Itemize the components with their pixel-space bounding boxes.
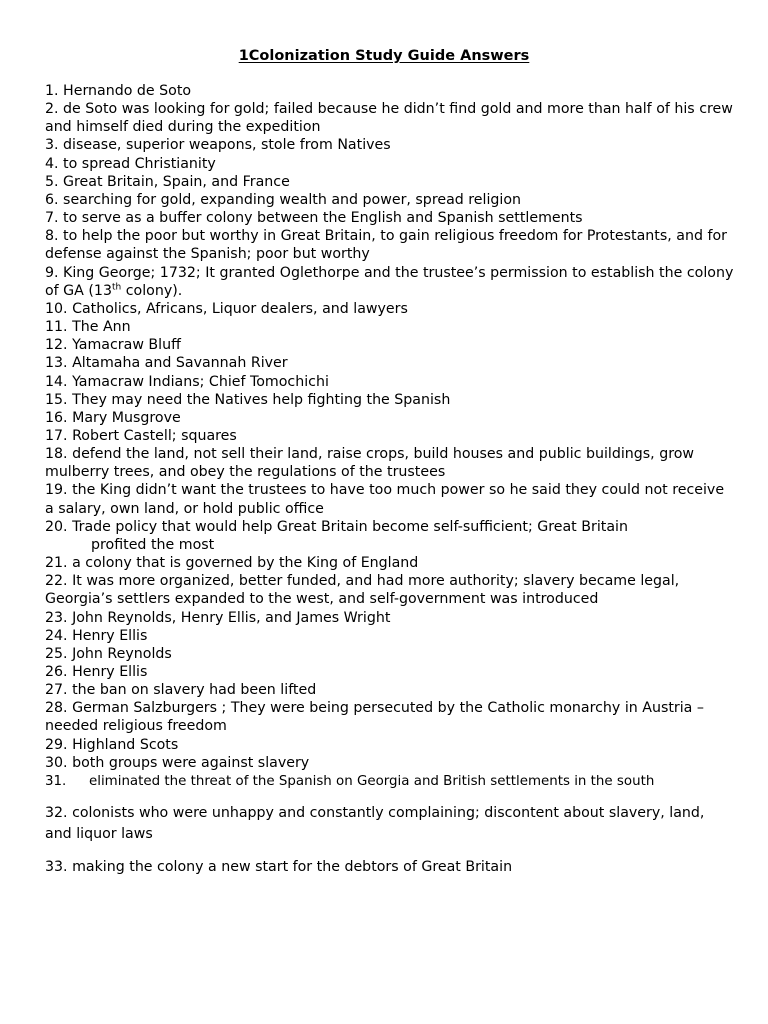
answer-10: 10. Catholics, Africans, Liquor dealers, and lawyers — [45, 300, 408, 317]
answer-15: 15. They may need the Natives help fighting the Spanish — [45, 391, 451, 408]
answer-28: 28. German Salzburgers ; They were being persecuted by the Catholic monarchy in Austria – needed religious freedom — [45, 700, 704, 735]
answer-24: 24. Henry Ellis — [45, 627, 148, 644]
answer-18: 18. defend the land, not sell their land, raise crops, build houses and public buildings, grow mulberry trees, and obey the regulations of the trustees — [45, 446, 695, 481]
answer-11: 11. The Ann — [45, 319, 131, 336]
answer-17: 17. Robert Castell; squares — [45, 427, 237, 444]
answer-9-superscript: th — [111, 281, 122, 292]
answer-32: 32. colonists who were unhappy and constantly complaining; discontent about slavery, land, and liquor laws — [45, 805, 705, 843]
answer-31-number: 31. — [45, 773, 67, 789]
answer-6: 6. searching for gold, expanding wealth and power, spread religion — [45, 191, 522, 208]
answer-7: 7. to serve as a buffer colony between the English and Spanish settlements — [45, 210, 583, 227]
answer-30: 30. both groups were against slavery — [45, 754, 310, 771]
answer-21: 21. a colony that is governed by the King of England — [45, 555, 419, 572]
answer-9 — [45, 264, 735, 300]
answer-20-continued: profited the most — [91, 536, 215, 553]
answer-27: 27. the ban on slavery had been lifted — [45, 682, 317, 699]
answer-23: 23. John Reynolds, Henry Ellis, and James Wright — [45, 609, 391, 626]
answer-4: 4. to spread Christianity — [45, 155, 216, 172]
answer-5: 5. Great Britain, Spain, and France — [45, 173, 290, 190]
answer-31-text: eliminated the threat of the Spanish on Georgia and British settlements in the south — [89, 773, 655, 789]
answer-25: 25. John Reynolds — [45, 645, 172, 662]
answer-12: 12. Yamacraw Bluff — [45, 337, 181, 354]
answer-list — [45, 82, 735, 876]
answer-14: 14. Yamacraw Indians; Chief Tomochichi — [45, 373, 329, 390]
answer-22: 22. It was more organized, better funded, and had more authority; slavery became legal, Georgia’s settlers expanded to the west, and self-government was introduced — [45, 573, 680, 608]
answer-13: 13. Altamaha and Savannah River — [45, 355, 288, 372]
answer-19: 19. the King didn’t want the trustees to have too much power so he said they could not receive a salary, own land, or hold public office — [45, 482, 725, 517]
answer-2: 2. de Soto was looking for gold; failed because he didn’t find gold and more than half of his crew and himself died during the expedition — [45, 101, 733, 136]
answer-9-text-end: colony). — [121, 282, 183, 299]
document-title: 1Colonization Study Guide Answers — [238, 48, 530, 64]
answer-1: 1. Hernando de Soto — [45, 83, 192, 99]
answer-8: 8. to help the poor but worthy in Great Britain, to gain religious freedom for Protestants, and for defense against the Spanish; poor but worthy — [45, 228, 727, 263]
answer-26: 26. Henry Ellis — [45, 664, 148, 680]
answer-9-text: 9. King George; 1732; It granted Oglethorpe and the trustee’s permission to establish the colony of GA (13 — [45, 264, 734, 299]
answer-33: 33. making the colony a new start for the debtors of Great Britain — [45, 859, 513, 876]
answer-20: 20. Trade policy that would help Great Britain become self-sufficient; Great Britain — [45, 518, 628, 535]
answer-16: 16. Mary Musgrove — [45, 409, 181, 426]
answer-29: 29. Highland Scots — [45, 736, 179, 753]
answer-31 — [45, 773, 735, 791]
answer-3: 3. disease, superior weapons, stole from Natives — [45, 137, 391, 154]
